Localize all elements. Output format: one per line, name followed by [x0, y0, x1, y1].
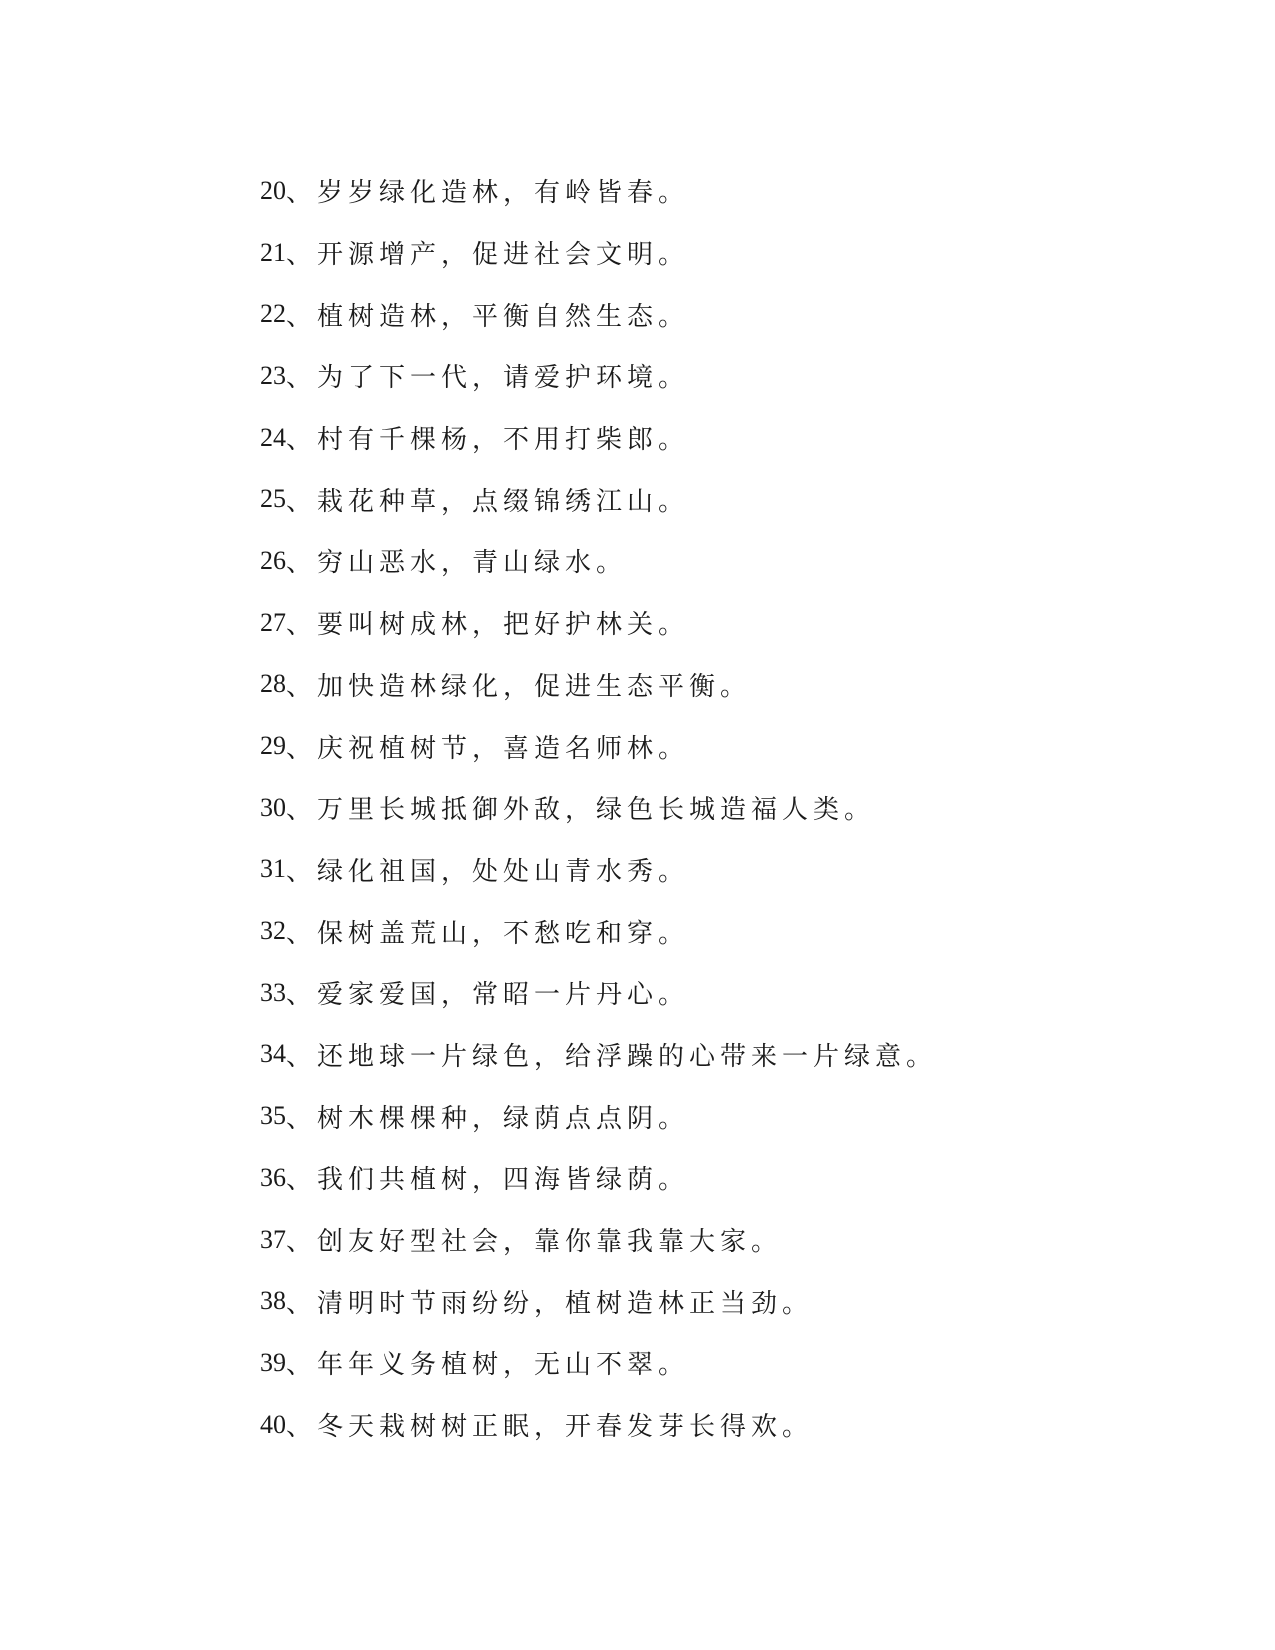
item-number: 36	[260, 1162, 286, 1192]
item-number: 31	[260, 854, 286, 884]
item-number: 40	[260, 1409, 286, 1439]
item-number: 27	[260, 607, 286, 637]
list-item	[260, 900, 937, 962]
item-number: 30	[260, 792, 286, 822]
item-number: 25	[260, 484, 286, 514]
item-text: 、岁岁绿化造林，有岭皆春。	[286, 178, 690, 209]
list-item	[260, 1209, 937, 1271]
item-text: 、树木棵棵种，绿荫点点阴。	[286, 1103, 690, 1134]
list-item	[260, 1147, 937, 1209]
list-item	[260, 468, 937, 530]
list-item	[260, 345, 937, 407]
item-number: 21	[260, 237, 286, 267]
list-item	[260, 1085, 937, 1147]
item-number: 32	[260, 916, 286, 946]
item-text: 、开源增产，促进社会文明。	[286, 240, 690, 271]
list-item	[260, 1024, 937, 1086]
item-number: 22	[260, 299, 286, 329]
item-text: 、还地球一片绿色，给浮躁的心带来一片绿意。	[286, 1041, 938, 1072]
item-text: 、庆祝植树节，喜造名师林。	[286, 733, 690, 764]
list-item	[260, 530, 937, 592]
list-item	[260, 407, 937, 469]
item-text: 、要叫树成林，把好护林关。	[286, 610, 690, 641]
list-item	[260, 283, 937, 345]
item-number: 33	[260, 977, 286, 1007]
item-text: 、爱家爱国，常昭一片丹心。	[286, 980, 690, 1011]
item-text: 、加快造林绿化，促进生态平衡。	[286, 671, 752, 702]
item-text: 、栽花种草，点缀锦绣江山。	[286, 486, 690, 517]
list-item	[260, 962, 937, 1024]
list-item	[260, 1270, 937, 1332]
list-item	[260, 222, 937, 284]
item-text: 、村有千棵杨，不用打柴郎。	[286, 425, 690, 456]
list-item	[260, 839, 937, 901]
item-text: 、为了下一代，请爱护环境。	[286, 363, 690, 394]
item-text: 、穷山恶水，青山绿水。	[286, 548, 628, 579]
item-text: 、我们共植树，四海皆绿荫。	[286, 1165, 690, 1196]
item-number: 37	[260, 1224, 286, 1254]
item-text: 、清明时节雨纷纷，植树造林正当劲。	[286, 1288, 814, 1319]
item-text: 、冬天栽树树正眠，开春发芽长得欢。	[286, 1412, 814, 1443]
item-text: 、万里长城抵御外敌，绿色长城造福人类。	[286, 795, 876, 826]
list-item	[260, 1394, 937, 1456]
item-text: 、绿化祖国，处处山青水秀。	[286, 856, 690, 887]
list-item	[260, 715, 937, 777]
item-number: 26	[260, 545, 286, 575]
item-number: 29	[260, 731, 286, 761]
list-item	[260, 777, 937, 839]
item-text: 、植树造林，平衡自然生态。	[286, 301, 690, 332]
item-number: 39	[260, 1347, 286, 1377]
item-number: 38	[260, 1286, 286, 1316]
item-number: 23	[260, 360, 286, 390]
item-text: 、年年义务植树，无山不翠。	[286, 1350, 690, 1381]
item-number: 24	[260, 422, 286, 452]
item-text: 、保树盖荒山，不愁吃和穿。	[286, 918, 690, 949]
slogan-list	[260, 160, 937, 1455]
item-number: 28	[260, 669, 286, 699]
item-text: 、创友好型社会，靠你靠我靠大家。	[286, 1227, 783, 1258]
item-number: 34	[260, 1039, 286, 1069]
list-item	[260, 1332, 937, 1394]
list-item	[260, 654, 937, 716]
item-number: 20	[260, 175, 286, 205]
list-item	[260, 592, 937, 654]
list-item	[260, 160, 937, 222]
item-number: 35	[260, 1101, 286, 1131]
